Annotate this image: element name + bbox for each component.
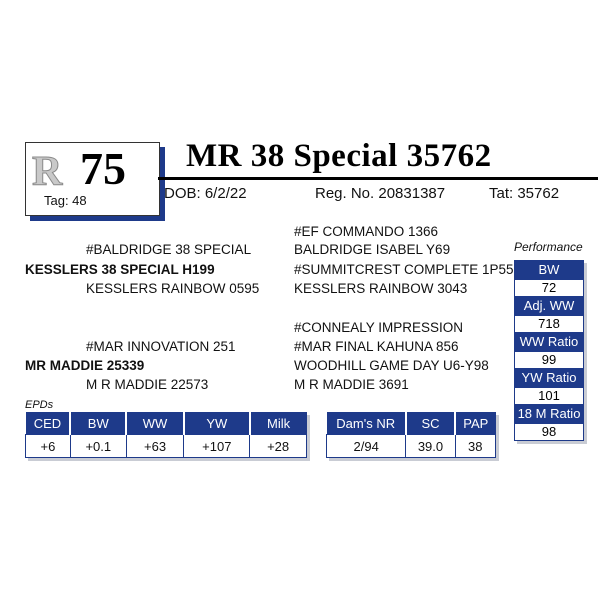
sc-header: SC [406,412,455,435]
epd-header-milk: Milk [250,412,307,435]
dam-stats-table [326,412,496,458]
epd-value-ww: +63 [126,435,184,458]
ss-dam: BALDRIDGE ISABEL Y69 [294,242,451,257]
perf-label-bw: BW [514,260,584,280]
dam-stats-value-row [327,435,496,458]
title-divider [158,177,598,180]
dd-dam: M R MADDIE 3691 [294,377,409,392]
dam: MR MADDIE 25339 [25,358,145,373]
performance-panel [514,260,584,441]
ss-sire: #EF COMMANDO 1366 [294,224,439,239]
dd-sire: WOODHILL GAME DAY U6-Y98 [294,358,489,373]
dam-sire: #MAR INNOVATION 251 [86,339,236,354]
sd-dam: KESSLERS RAINBOW 3043 [294,281,468,296]
epd-value-milk: +28 [250,435,307,458]
epd-header-ced: CED [26,412,71,435]
epd-value-row [26,435,307,458]
epds-label: EPDs [25,399,54,411]
sire-sire: #BALDRIDGE 38 SPECIAL [86,242,252,257]
performance-title: Performance [514,240,583,254]
perf-label-adj-ww: Adj. WW [514,296,584,316]
dam-dam: M R MADDIE 22573 [86,377,209,392]
lot-number: 75 [80,143,126,194]
epd-header-yw: YW [184,412,250,435]
epd-value-ced: +6 [26,435,71,458]
epd-table [25,412,307,458]
dam-nr-value: 2/94 [327,435,406,458]
perf-value-yw-ratio: 101 [514,388,584,404]
perf-label-18m-ratio: 18 M Ratio [514,404,584,424]
epd-header-bw: BW [70,412,126,435]
r-brand-logo: R [32,149,63,195]
sire: KESSLERS 38 SPECIAL H199 [25,262,215,277]
ds-dam: #MAR FINAL KAHUNA 856 [294,339,459,354]
pap-value: 38 [455,435,495,458]
perf-label-yw-ratio: YW Ratio [514,368,584,388]
perf-value-bw: 72 [514,280,584,296]
perf-value-ww-ratio: 99 [514,352,584,368]
perf-label-ww-ratio: WW Ratio [514,332,584,352]
epd-value-yw: +107 [184,435,250,458]
tag-label: Tag: 48 [44,193,87,208]
dam-nr-header: Dam's NR [327,412,406,435]
tattoo-text: Tat: 35762 [489,185,560,202]
sire-dam: KESSLERS RAINBOW 0595 [86,281,260,296]
epd-header-ww: WW [126,412,184,435]
sd-sire: #SUMMITCREST COMPLETE 1P55 [294,262,514,277]
ds-sire: #CONNEALY IMPRESSION [294,320,464,335]
epd-header-row [26,412,307,435]
reg-number-text: Reg. No. 20831387 [315,185,446,202]
pap-header: PAP [455,412,495,435]
dam-stats-header-row [327,412,496,435]
perf-value-adj-ww: 718 [514,316,584,332]
perf-value-18m-ratio: 98 [514,424,584,441]
epd-value-bw: +0.1 [70,435,126,458]
page-title: MR 38 Special 35762 [186,138,492,174]
dob-text: DOB: 6/2/22 [164,185,247,202]
sc-value: 39.0 [406,435,455,458]
